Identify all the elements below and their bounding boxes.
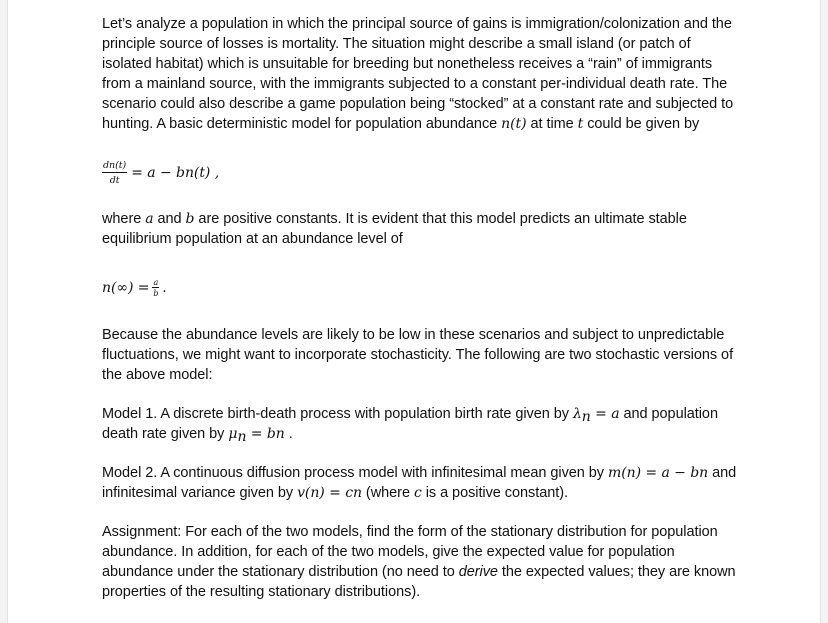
math-mean-expression: m(n) = a − bn — [607, 465, 709, 481]
stochasticity-paragraph: Because the abundance levels are likely to be low in these scenarios and subject to unpredictable fluctuations, we might want to incorporate stochasticity. The following are two stochastic versions of the above model: — [102, 327, 734, 383]
derivative-numerator: dn(t) — [103, 160, 127, 171]
model-2-text-2: and infinitesimal variance given by — [102, 465, 737, 501]
equilibrium-equation — [102, 268, 742, 308]
assignment-emphasis: derive — [458, 564, 498, 580]
assignment-paragraph — [102, 522, 742, 602]
constants-paragraph — [102, 209, 742, 249]
math-lambda-rhs: = a — [590, 406, 620, 422]
deterministic-equation — [102, 153, 742, 193]
assignment-text-2: the expected values; they are known properties of the resulting stationary distributions). — [102, 564, 736, 600]
model-2-text-4: is a positive constant). — [421, 485, 568, 501]
math-variance-expression: v(n) = cn — [297, 485, 362, 501]
model-1-text-1: Model 1. A discrete birth-death process with population birth rate given by — [102, 406, 573, 422]
equilibrium-lhs: n(∞) = — [102, 280, 150, 296]
model-2-text-1: Model 2. A continuous diffusion process model with infinitesimal mean given by — [102, 465, 608, 481]
intro-paragraph — [102, 14, 742, 134]
math-lambda-subscript: n — [581, 409, 591, 425]
derivative-fraction — [102, 160, 127, 186]
equilibrium-fraction — [152, 278, 159, 298]
document-page — [7, 0, 821, 623]
math-b: b — [185, 211, 195, 227]
equilibrium-numerator: a — [153, 278, 159, 287]
intro-text-1: Let’s analyze a population in which the principal source of gains is immigration/colonization and the principle source of losses is mortality. The situation might describe a small island (or patch of isolated habitat) which is unsuitable for breeding but nonetheless receives a “rain” of immigrants from a mainland source, with the immigrants subjected to a constant per-individual death rate. The scenario could also describe a game population being “stocked” at a constant rate and subjected to hunting. A basic deterministic model for population abundance — [102, 16, 734, 132]
equation-rhs: = a − bn(t) , — [131, 165, 220, 181]
model-1-text-2: and population death rate given by — [102, 406, 718, 442]
math-c: c — [413, 485, 422, 501]
math-mu: μ — [228, 426, 238, 442]
math-t: t — [577, 116, 584, 132]
math-n-of-t: n(t) — [501, 116, 527, 132]
equilibrium-period: . — [162, 280, 167, 296]
model-1-paragraph — [102, 404, 742, 444]
math-lambda: λ — [572, 406, 582, 422]
constants-text-2: and — [153, 211, 186, 227]
math-mu-subscript: n — [237, 429, 247, 445]
intro-text-2: at time — [526, 116, 578, 132]
document-body — [102, 14, 742, 621]
assignment-text-1: Assignment: For each of the two models, find the form of the stationary distribution for population abundance. In addition, for each of the two models, give the expected value for population abundance under the stationary distribution (no need to — [102, 524, 718, 580]
derivative-denominator: dt — [109, 175, 120, 186]
equilibrium-denominator: b — [153, 289, 159, 298]
model-1-text-3: . — [284, 426, 293, 442]
math-mu-rhs: = bn — [246, 426, 285, 442]
model-2-paragraph — [102, 463, 742, 503]
constants-text-3: are positive constants. It is evident that this model predicts an ultimate stable equilibrium population at an abundance level of — [102, 211, 687, 247]
constants-text-1: where — [102, 211, 146, 227]
math-a: a — [145, 211, 154, 227]
model-2-text-3: (where — [361, 485, 414, 501]
intro-text-3: could be given by — [583, 116, 700, 132]
